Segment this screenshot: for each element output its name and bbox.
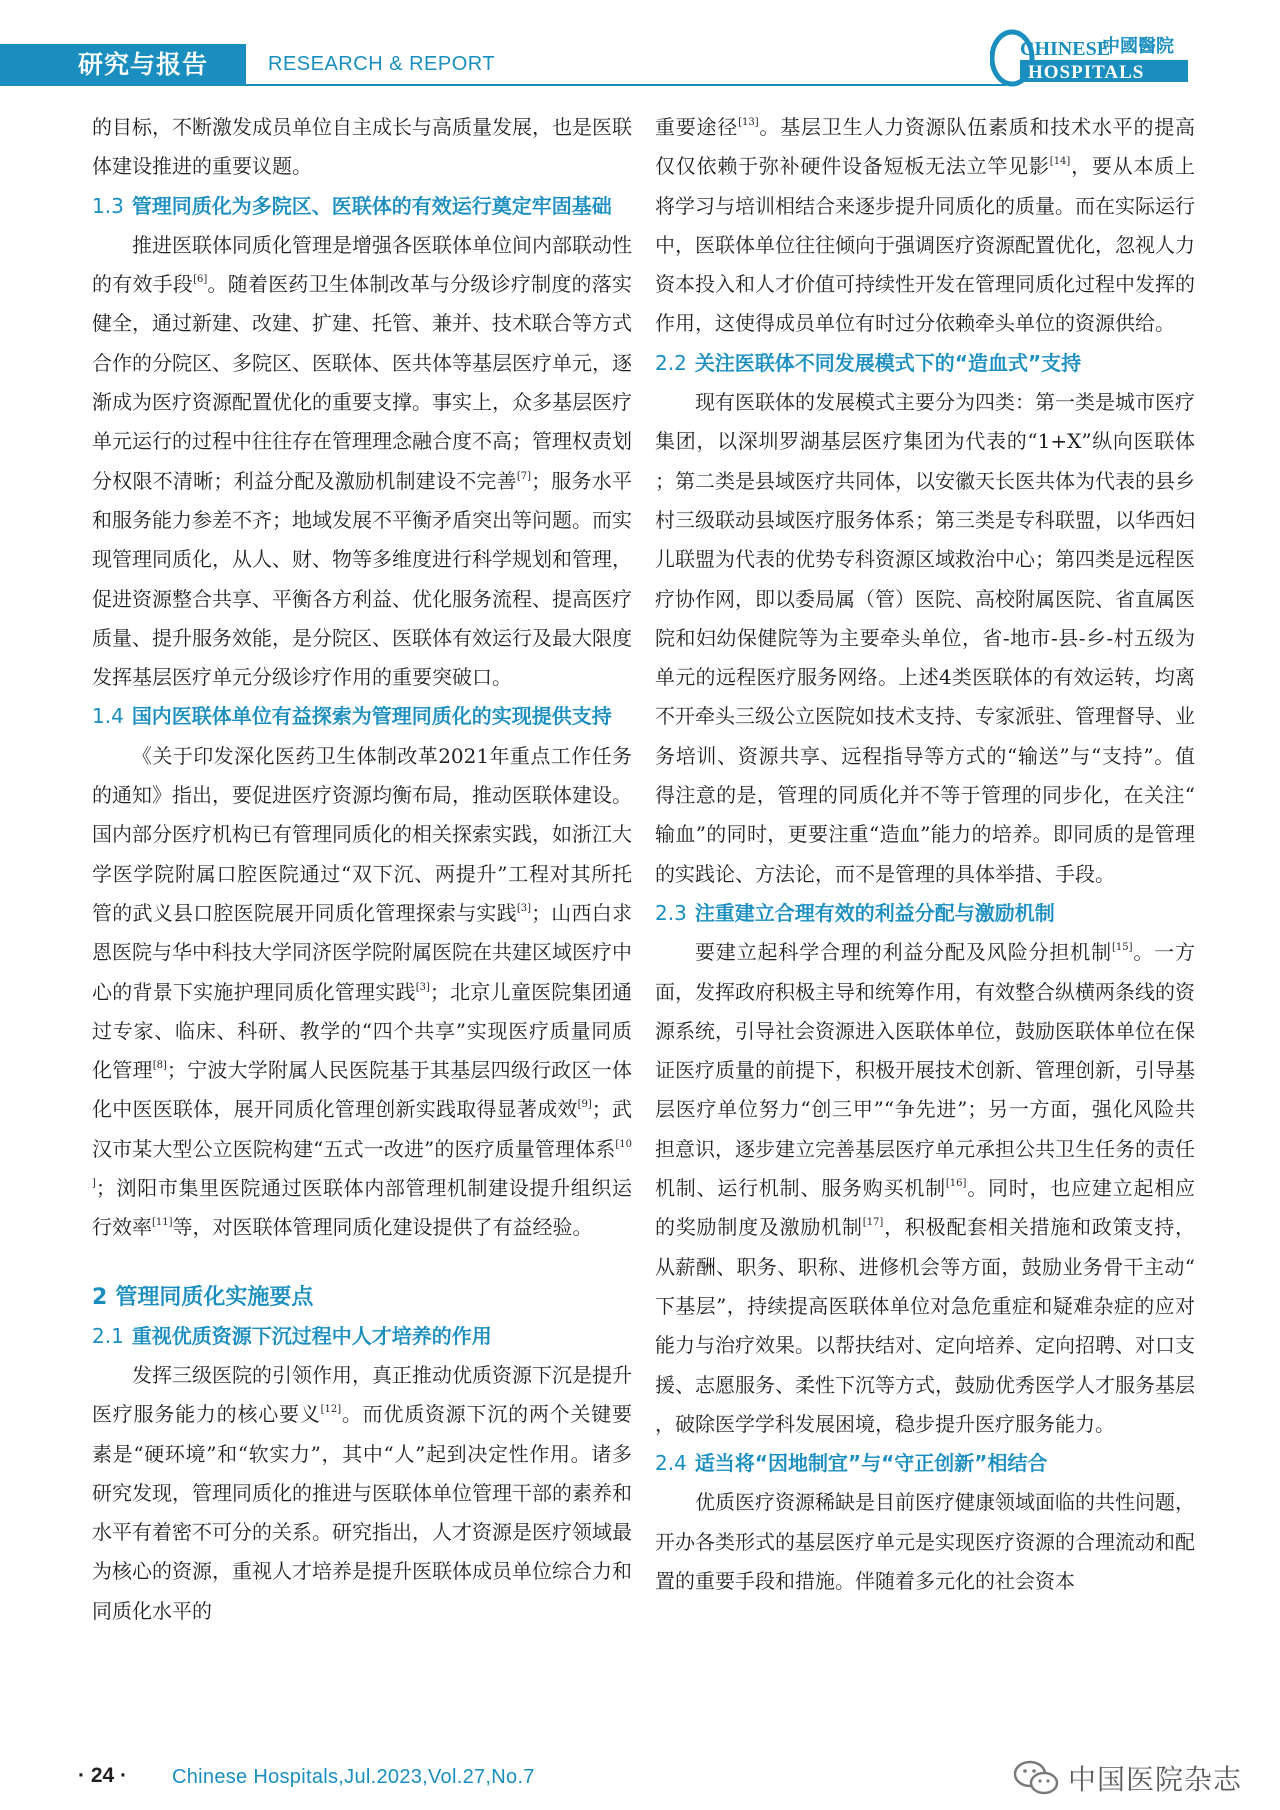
citation: [8] [152, 1060, 167, 1072]
citation: [17] [862, 1217, 884, 1229]
citation: [14] [1049, 156, 1071, 168]
paragraph: 推进医联体同质化管理是增强各医联体单位间内部联动性的有效手段[6]。随着医药卫生体制改革与分级诊疗制度的落实健全，通过新建、改建、扩建、托管、兼并、技术联合等方式合作的分院区、多院区、医联体、医共体等基层医疗单元，逐渐成为医疗资源配置优化的重要支撑。事实上，众多基层医疗单元运行的过程中往往存在管理理念融合度不高；管理权责划分权限不清晰；利益分配及激励机制建设不完善[7]；服务水平和服务能力参差不齐；地域发展不平衡矛盾突出等问题。而实现管理同质化，从人、财、物等多维度进行科学规划和管理，促进资源整合共享、平衡各方利益、优化服务流程、提高医疗质量、提升服务效能，是分院区、医联体有效运行及最大限度发挥基层医疗单元分级诊疗作用的重要突破口。 [92, 232, 633, 690]
paragraph: 要建立起科学合理的利益分配及风险分担机制[15]。一方面，发挥政府积极主导和统筹作用，有效整合纵横两条线的资源系统，引导社会资源进入医联体单位，鼓励医联体单位在保证医疗质量的前提下，积极开展技术创新、管理创新，引导基层医疗单位努力“创三甲”“争先进”；另一方面，强化风险共担意识，逐步建立完善基层医疗单元承担公共卫生任务的责任机制、运行机制、服务购买机制[16]。同时，也应建立起相应的奖励制度及激励机制[17]，积极配套相关措施和政策支持，从薪酬、职务、职称、进修机会等方面，鼓励业务骨干主动“下基层”，持续提高医联体单位对急危重症和疑难杂症的应对能力与治疗效果。以帮扶结对、定向培养、定向招聘、对口支援、志愿服务、柔性下沉等方式，鼓励优秀医学人才服务基层，破除医学学科发展困境，稳步提升医疗服务能力。 [655, 940, 1196, 1436]
citation: [7] [516, 470, 532, 482]
watermark-text: 中国医院杂志 [1068, 1763, 1243, 1796]
logo-text-cn: 中國醫院 [1102, 36, 1174, 57]
citation: [3] [516, 902, 532, 914]
wechat-watermark [1012, 1756, 1242, 1800]
page-header [0, 0, 1280, 96]
citation: [3] [415, 981, 430, 993]
paragraph: 的目标，不断激发成员单位自主成长与高质量发展，也是医联体建设推进的重要议题。 [92, 115, 632, 179]
citation: [11] [152, 1217, 173, 1229]
citation: [13] [738, 117, 759, 128]
journal-citation: Chinese Hospitals,Jul.2023,Vol.27,No.7 [172, 1766, 535, 1788]
citation: [12] [320, 1404, 342, 1416]
wechat-icon [1012, 1758, 1060, 1798]
citation: [16] [945, 1178, 967, 1190]
paragraph: 《关于印发深化医药卫生体制改革2021年重点工作任务的通知》指出，要促进医疗资源均衡布局，推动医联体建设。国内部分医疗机构已有管理同质化的相关探索实践，如浙江大学医学院附属口腔医院通过“双下沉、两提升”工程对其所托管的武义县口腔医院展开同质化管理探索与实践[3]；山西白求恩医院与华中科技大学同济医学院附属医院在共建区域医疗中心的背景下实施护理同质化管理实践[3]；北京儿童医院集团通过专家、临床、科研、教学的“四个共享”实现医疗质量同质化管理[8]；宁波大学附属人民医院基于其基层四级行政区一体化中医医联体，展开同质化管理创新实践取得显著成效[9]；武汉市某大型公立医院构建“五式一改进”的医疗质量管理体系[10]；浏阳市集里医院通过医联体内部管理机制建设提升组织运行效率[11]等，对医联体管理同质化建设提供了有益经验。 [92, 743, 633, 1240]
page-footer [0, 1760, 1280, 1810]
logo-text-chinese: CHINESE [1020, 38, 1111, 60]
subsection-heading-1-4: 1.4 国内医联体单位有益探索为管理同质化的实现提供支持 [92, 704, 612, 729]
citation: [10] [92, 1138, 632, 1190]
page-number: · 24 · [78, 1764, 128, 1787]
paragraph: 现有医联体的发展模式主要分为四类：第一类是城市医疗集团，以深圳罗湖基层医疗集团为代表的“1+X”纵向医联体；第二类是县域医疗共同体，以安徽天长医共体为代表的县乡村三级联动县域医疗服务体系；第三类是专科联盟，以华西妇儿联盟为代表的优势专科资源区域救治中心；第四类是远程医疗协作网，即以委局属（管）医院、高校附属医院、省直属医院和妇幼保健院等为主要牵头单位，省-地市-县-乡-村五级为单元的远程医疗服务网络。上述4类医联体的有效运转，均离不开牵头三级公立医院如技术支持、专家派驻、管理督导、业务培训、资源共享、远程指导等方式的“输送”与“支持”。值得注意的是，管理的同质化并不等于管理的同步化，在关注“输血”的同时，更要注重“造血”能力的培养。即同质的是管理的实践论、方法论，而不是管理的具体举措、手段。 [655, 390, 1195, 886]
citation: [6] [193, 274, 208, 286]
paragraph: 优质医疗资源稀缺是目前医疗健康领域面临的共性问题，开办各类形式的基层医疗单元是实现医疗资源的合理流动和配置的重要手段和措施。伴随着多元化的社会资本 [655, 1490, 1195, 1593]
logo-text-hospitals: HOSPITALS [1028, 62, 1145, 83]
subsection-heading-1-3: 1.3 管理同质化为多院区、医联体的有效运行奠定牢固基础 [92, 193, 612, 218]
subsection-heading-2-1: 2.1 重视优质资源下沉过程中人才培养的作用 [92, 1323, 492, 1348]
section-title-cn: 研究与报告 [78, 50, 209, 79]
citation: [9] [577, 1099, 592, 1111]
paragraph: 重要途径[13]。基层卫生人力资源队伍素质和技术水平的提高仅仅依赖于弥补硬件设备短板无法立竿见影[14]，要从本质上将学习与培训相结合来逐步提升同质化的质量。而在实际运行中，医联体单位往往倾向于强调医疗资源配置优化，忽视人力资本投入和人才价值可持续性开发在管理同质化过程中发挥的作用，这使得成员单位有时过分依赖牵头单位的资源供给。 [655, 115, 1196, 336]
header-rule [246, 84, 1006, 86]
paragraph: 发挥三级医院的引领作用，真正推动优质资源下沉是提升医疗服务能力的核心要义[12]。而优质资源下沉的两个关键要素是“硬环境”和“软实力”，其中“人”起到决定性作用。诸多研究发现，管理同质化的推进与医联体单位管理干部的素养和水平有着密不可分的关系。研究指出，人才资源是医疗领域最为核心的资源，重视人才培养是提升医联体成员单位综合力和同质化水平的 [92, 1362, 633, 1623]
citation: [15] [1111, 942, 1133, 954]
subsection-heading-2-2: 2.2 关注医联体不同发展模式下的“造血式”支持 [655, 350, 1082, 375]
section-title-en: RESEARCH & REPORT [268, 53, 496, 75]
subsection-heading-2-4: 2.4 适当将“因地制宜”与“守正创新”相结合 [655, 1451, 1048, 1476]
chinese-hospitals-logo [990, 28, 1190, 88]
left-column [92, 108, 632, 1631]
subsection-heading-2-3: 2.3 注重建立合理有效的利益分配与激励机制 [655, 900, 1055, 925]
section-heading-2: 2 管理同质化实施要点 [92, 1284, 314, 1310]
right-column [655, 108, 1195, 1601]
